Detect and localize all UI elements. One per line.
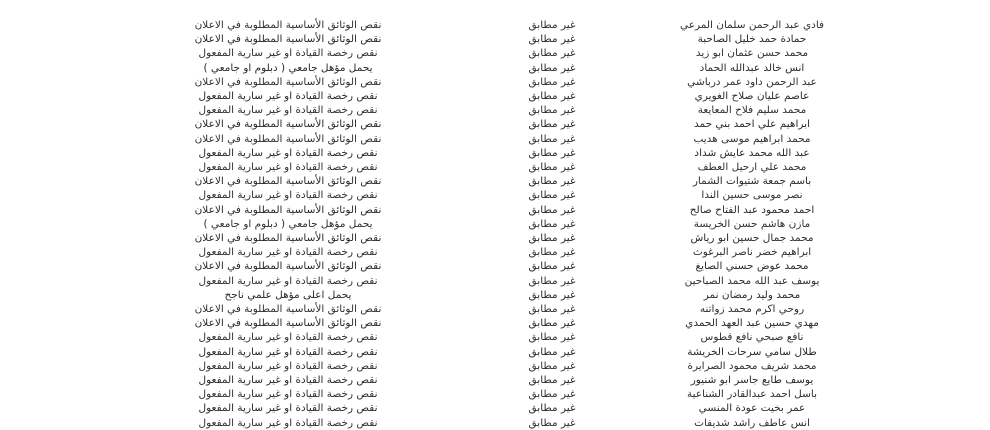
cell-reason-text: نقص رخصة القيادة او غير سارية المفعول [198,331,378,344]
cell-reason [108,117,468,131]
cell-status [468,61,636,75]
cell-applicant-name [636,46,868,60]
cell-applicant-name-text: يوسف عبد الله محمد الصباحين [684,274,820,287]
cell-reason [108,75,468,89]
cell-status [468,117,636,131]
cell-status [468,174,636,188]
cell-status [468,103,636,117]
cell-reason-text: نقص رخصة القيادة او غير سارية المفعول [198,416,378,429]
table-row [108,231,868,245]
cell-reason-text: نقص رخصة القيادة او غير سارية المفعول [198,161,378,173]
table-row [108,217,868,231]
cell-reason [108,387,468,401]
cell-reason [108,359,468,373]
cell-applicant-name-text: محمد ابراهيم موسى هديب [693,132,811,145]
cell-applicant-name-text: فادي عبد الرحمن سلمان المرعي [679,19,825,31]
cell-reason [108,160,468,174]
cell-reason-text: نقص رخصة القيادة او غير سارية المفعول [198,189,378,202]
cell-status [468,132,636,146]
cell-reason-text: نقص رخصة القيادة او غير سارية المفعول [198,90,378,102]
cell-reason [108,288,468,302]
cell-reason [108,245,468,259]
cell-reason [108,103,468,117]
cell-applicant-name [636,416,868,430]
cell-status-text: غير مطابق [528,132,576,145]
cell-applicant-name [636,217,868,231]
cell-applicant-name-text: حمادة حمد خليل الصاحبة [697,33,807,46]
cell-status-text: غير مطابق [528,203,576,216]
table-row [108,345,868,359]
cell-applicant-name [636,146,868,160]
cell-status-text: غير مطابق [528,75,576,88]
cell-applicant-name-text: عمر بخيت عودة المنسي [698,402,806,415]
cell-applicant-name-text: محمد عوض حسني الصايغ [695,260,809,273]
cell-status-text: غير مطابق [528,274,576,287]
cell-reason-text: نقص الوثائق الأساسية المطلوبة في الاعلان [194,118,382,131]
cell-status-text: غير مطابق [528,260,576,273]
cell-reason [108,203,468,217]
cell-reason [108,188,468,202]
table-row [108,188,868,202]
cell-status [468,401,636,415]
cell-applicant-name [636,160,868,174]
cell-applicant-name [636,203,868,217]
cell-status [468,46,636,60]
cell-status-text: غير مطابق [528,161,576,173]
cell-status-text: غير مطابق [528,218,576,230]
cell-status-text: غير مطابق [528,289,576,301]
cell-status [468,373,636,387]
cell-status-text: غير مطابق [528,303,576,315]
cell-reason-text: نقص رخصة القيادة او غير سارية المفعول [198,47,378,60]
table-row [108,174,868,188]
cell-reason [108,416,468,430]
cell-reason [108,217,468,231]
cell-status [468,274,636,288]
table-row [108,146,868,160]
cell-status [468,387,636,401]
cell-reason [108,345,468,359]
cell-applicant-name [636,245,868,259]
cell-status-text: غير مطابق [528,360,576,372]
cell-applicant-name [636,61,868,75]
cell-applicant-name [636,373,868,387]
cell-reason [108,373,468,387]
cell-reason-text: نقص الوثائق الأساسية المطلوبة في الاعلان [194,175,382,188]
cell-status-text: غير مطابق [528,19,576,31]
cell-applicant-name-text: عاصم عليان صلاح الغويري [694,90,810,102]
cell-reason [108,302,468,316]
cell-applicant-name-text: ابراهيم علي احمد بني حمد [694,118,810,131]
cell-applicant-name [636,387,868,401]
cell-status [468,316,636,330]
cell-status [468,330,636,344]
cell-applicant-name [636,316,868,330]
cell-applicant-name [636,103,868,117]
table-row [108,160,868,174]
cell-reason [108,89,468,103]
cell-applicant-name [636,89,868,103]
cell-applicant-name [636,132,868,146]
cell-applicant-name-text: محمد حسن عثمان ابو زيد [695,47,809,60]
cell-reason-text: نقص الوثائق الأساسية المطلوبة في الاعلان [194,75,382,88]
cell-applicant-name [636,359,868,373]
cell-reason-text: نقص رخصة القيادة او غير سارية المفعول [198,246,378,259]
cell-status [468,416,636,430]
cell-applicant-name [636,188,868,202]
cell-reason-text: نقص الوثائق الأساسية المطلوبة في الاعلان [194,33,382,46]
cell-reason [108,132,468,146]
cell-status-text: غير مطابق [528,61,576,74]
cell-reason-text: يحمل اعلى مؤهل علمي ناجح [224,289,352,301]
table-row [108,416,868,430]
table-row [108,401,868,415]
cell-status [468,259,636,273]
cell-applicant-name [636,231,868,245]
cell-applicant-name-text: انس عاطف راشد شديفات [694,416,810,429]
cell-applicant-name [636,18,868,32]
cell-applicant-name-text: نافع صبحي نافع قطوس [700,331,804,344]
cell-reason [108,146,468,160]
table-row [108,18,868,32]
cell-applicant-name [636,274,868,288]
cell-reason-text: نقص الوثائق الأساسية المطلوبة في الاعلان [194,132,382,145]
cell-status-text: غير مطابق [528,416,576,429]
cell-applicant-name [636,401,868,415]
cell-status-text: غير مطابق [528,374,576,386]
cell-status-text: غير مطابق [528,388,576,401]
cell-status [468,359,636,373]
cell-applicant-name-text: روحي اكرم محمد زواتنه [699,303,805,315]
cell-status [468,288,636,302]
cell-status [468,146,636,160]
cell-status [468,302,636,316]
cell-reason-text: نقص رخصة القيادة او غير سارية المفعول [198,402,378,415]
table-row [108,132,868,146]
cell-reason-text: نقص الوثائق الأساسية المطلوبة في الاعلان [194,19,382,31]
cell-reason [108,46,468,60]
cell-status-text: غير مطابق [528,189,576,202]
cell-reason-text: نقص رخصة القيادة او غير سارية المفعول [198,104,378,117]
cell-reason [108,316,468,330]
cell-reason-text: نقص الوثائق الأساسية المطلوبة في الاعلان [194,232,382,244]
cell-status-text: غير مطابق [528,47,576,60]
cell-status [468,75,636,89]
cell-status-text: غير مطابق [528,118,576,131]
table-row [108,259,868,273]
cell-reason-text: نقص الوثائق الأساسية المطلوبة في الاعلان [194,303,382,315]
cell-status-text: غير مطابق [528,90,576,102]
table-row [108,359,868,373]
table-row [108,75,868,89]
cell-status-text: غير مطابق [528,402,576,415]
table-row [108,117,868,131]
cell-reason-text: نقص الوثائق الأساسية المطلوبة في الاعلان [194,203,382,216]
cell-applicant-name [636,345,868,359]
cell-applicant-name [636,259,868,273]
cell-applicant-name-text: باسل احمد عبدالقادر الشناعية [686,388,818,401]
cell-status [468,345,636,359]
cell-status-text: غير مطابق [528,147,576,159]
cell-status [468,217,636,231]
cell-applicant-name [636,288,868,302]
cell-status-text: غير مطابق [528,331,576,344]
cell-status-text: غير مطابق [528,345,576,358]
cell-applicant-name [636,302,868,316]
cell-reason-text: نقص رخصة القيادة او غير سارية المفعول [198,147,378,159]
cell-applicant-name-text: انس خالد عبدالله الحماد [699,61,805,74]
table-row [108,387,868,401]
cell-applicant-name-text: محمد شريف محمود الصرايرة [687,360,817,372]
table-row [108,61,868,75]
cell-applicant-name-text: محمد سليم فلاح المعايعة [697,104,807,117]
table-row [108,89,868,103]
cell-reason [108,401,468,415]
cell-status-text: غير مطابق [528,175,576,188]
cell-status [468,160,636,174]
cell-applicant-name-text: مهدي حسين عبد العهد الحمدي [685,317,819,330]
cell-reason-text: يحمل مؤهل جامعي ( دبلوم او جامعي ) [203,218,373,230]
cell-reason [108,61,468,75]
cell-reason-text: يحمل مؤهل جامعي ( دبلوم او جامعي ) [203,61,373,74]
cell-reason [108,32,468,46]
table-row [108,302,868,316]
cell-status-text: غير مطابق [528,232,576,244]
cell-reason [108,174,468,188]
cell-applicant-name [636,32,868,46]
cell-applicant-name-text: محمد علي ارحيل العطف [697,161,807,173]
cell-status-text: غير مطابق [528,33,576,46]
cell-applicant-name-text: محمد جمال حسين ابو رياش [690,232,814,244]
cell-status [468,245,636,259]
table-row [108,316,868,330]
cell-status-text: غير مطابق [528,104,576,117]
table-row [108,32,868,46]
cell-reason-text: نقص رخصة القيادة او غير سارية المفعول [198,360,378,372]
cell-reason-text: نقص رخصة القيادة او غير سارية المفعول [198,374,378,386]
cell-applicant-name-text: طلال سامي سرحات الخريشة [687,345,817,358]
cell-applicant-name-text: احمد محمود عبد الفتاح صالح [689,203,815,216]
cell-reason-text: نقص رخصة القيادة او غير سارية المفعول [198,388,378,401]
table-row [108,274,868,288]
cell-applicant-name-text: يوسف طايع جاسر ابو شنيور [690,374,814,386]
applicants-table [108,18,868,430]
cell-applicant-name [636,75,868,89]
cell-applicant-name-text: محمد وليد رمضان نمر [703,289,801,301]
table-row [108,373,868,387]
cell-applicant-name [636,117,868,131]
cell-status [468,32,636,46]
table-row [108,245,868,259]
cell-reason-text: نقص الوثائق الأساسية المطلوبة في الاعلان [194,260,382,273]
cell-applicant-name-text: عبد الله محمد عايش شداد [694,147,810,159]
applicants-table-body [108,18,868,430]
table-row [108,103,868,117]
cell-status [468,188,636,202]
cell-applicant-name-text: عبد الرحمن داود عمر درباشي [687,75,817,88]
cell-reason [108,259,468,273]
table-row [108,46,868,60]
cell-status [468,89,636,103]
cell-status-text: غير مطابق [528,246,576,259]
cell-reason-text: نقص رخصة القيادة او غير سارية المفعول [198,345,378,358]
cell-applicant-name-text: مازن هاشم حسن الخريسة [693,218,811,230]
cell-status [468,203,636,217]
cell-status [468,231,636,245]
cell-applicant-name [636,174,868,188]
cell-reason [108,330,468,344]
cell-applicant-name [636,330,868,344]
cell-status-text: غير مطابق [528,317,576,330]
cell-reason-text: نقص رخصة القيادة او غير سارية المفعول [198,274,378,287]
table-row [108,288,868,302]
cell-reason [108,274,468,288]
cell-applicant-name-text: باسم جمعة شتيوات الشمار [692,175,812,188]
table-row [108,330,868,344]
cell-reason [108,18,468,32]
cell-status [468,18,636,32]
cell-applicant-name-text: ابراهيم خضر ناصر البرغوث [692,246,812,259]
cell-reason-text: نقص الوثائق الأساسية المطلوبة في الاعلان [194,317,382,330]
cell-applicant-name-text: نصر موسى حسين الندا [701,189,803,202]
table-row [108,203,868,217]
cell-reason [108,231,468,245]
